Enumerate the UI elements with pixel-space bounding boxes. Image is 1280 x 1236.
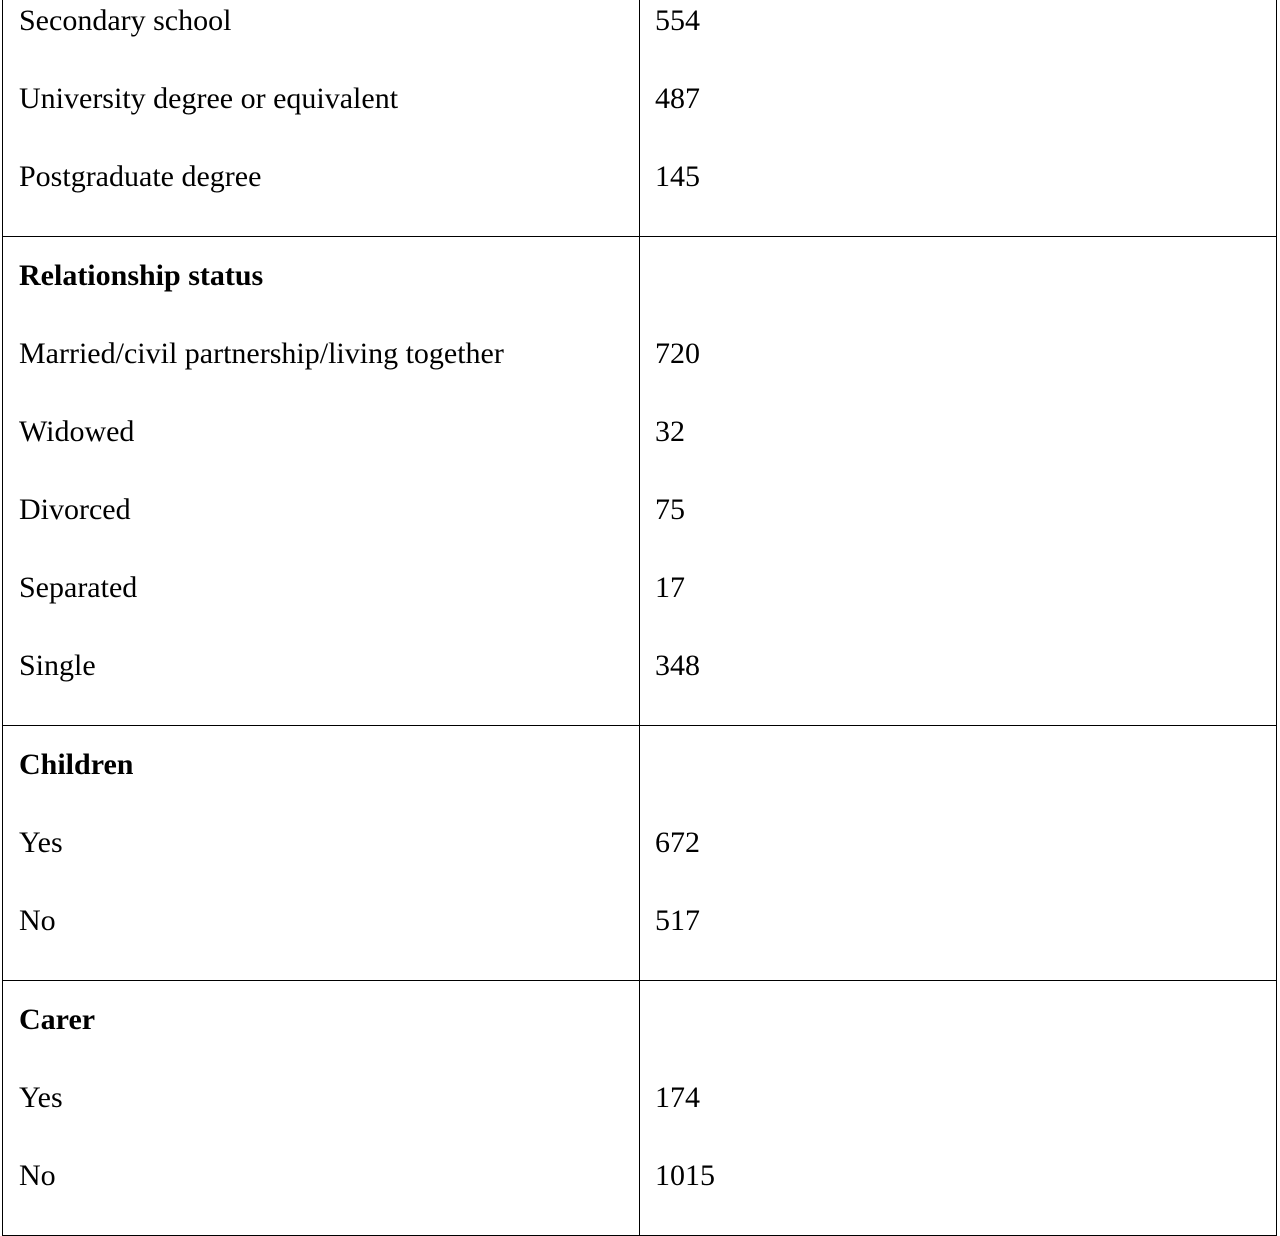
row-value: 517 <box>655 904 700 937</box>
row-value: 174 <box>655 1081 700 1114</box>
row-value: 348 <box>655 649 700 682</box>
label-cell <box>3 981 640 1236</box>
row-label: Postgraduate degree <box>19 160 262 193</box>
value-cell <box>640 981 1277 1236</box>
row-label: No <box>19 904 56 937</box>
row-label: No <box>19 1159 56 1192</box>
label-cell <box>3 0 640 237</box>
section-heading: Carer <box>19 1003 96 1036</box>
section-heading-spacer <box>655 726 1276 804</box>
table-section-children <box>3 726 1277 981</box>
row-label: Yes <box>19 826 63 859</box>
value-cell <box>640 237 1277 726</box>
section-heading: Children <box>19 748 134 781</box>
row-value: 487 <box>655 82 700 115</box>
row-value: 1015 <box>655 1159 715 1192</box>
row-value: 17 <box>655 571 685 604</box>
demographics-table <box>2 0 1277 1236</box>
row-label: Divorced <box>19 493 131 526</box>
row-label: University degree or equivalent <box>19 82 399 115</box>
section-heading: Relationship status <box>19 259 264 292</box>
row-label: Widowed <box>19 415 135 448</box>
value-cell <box>640 0 1277 237</box>
row-value: 554 <box>655 4 700 37</box>
row-value: 145 <box>655 160 700 193</box>
label-cell <box>3 237 640 726</box>
row-label: Secondary school <box>19 4 232 37</box>
section-heading-spacer <box>655 981 1276 1059</box>
section-heading-spacer <box>655 237 1276 315</box>
row-label: Separated <box>19 571 138 604</box>
value-cell <box>640 726 1277 981</box>
row-value: 672 <box>655 826 700 859</box>
table-section-relationship-status <box>3 237 1277 726</box>
row-value: 720 <box>655 337 700 370</box>
label-cell <box>3 726 640 981</box>
row-label: Yes <box>19 1081 63 1114</box>
row-label: Married/civil partnership/living together <box>19 337 504 370</box>
table-section-carer <box>3 981 1277 1236</box>
row-value: 32 <box>655 415 685 448</box>
table-section-education <box>3 0 1277 237</box>
row-value: 75 <box>655 493 685 526</box>
row-label: Single <box>19 649 96 682</box>
demographics-table-container <box>2 0 1276 1236</box>
